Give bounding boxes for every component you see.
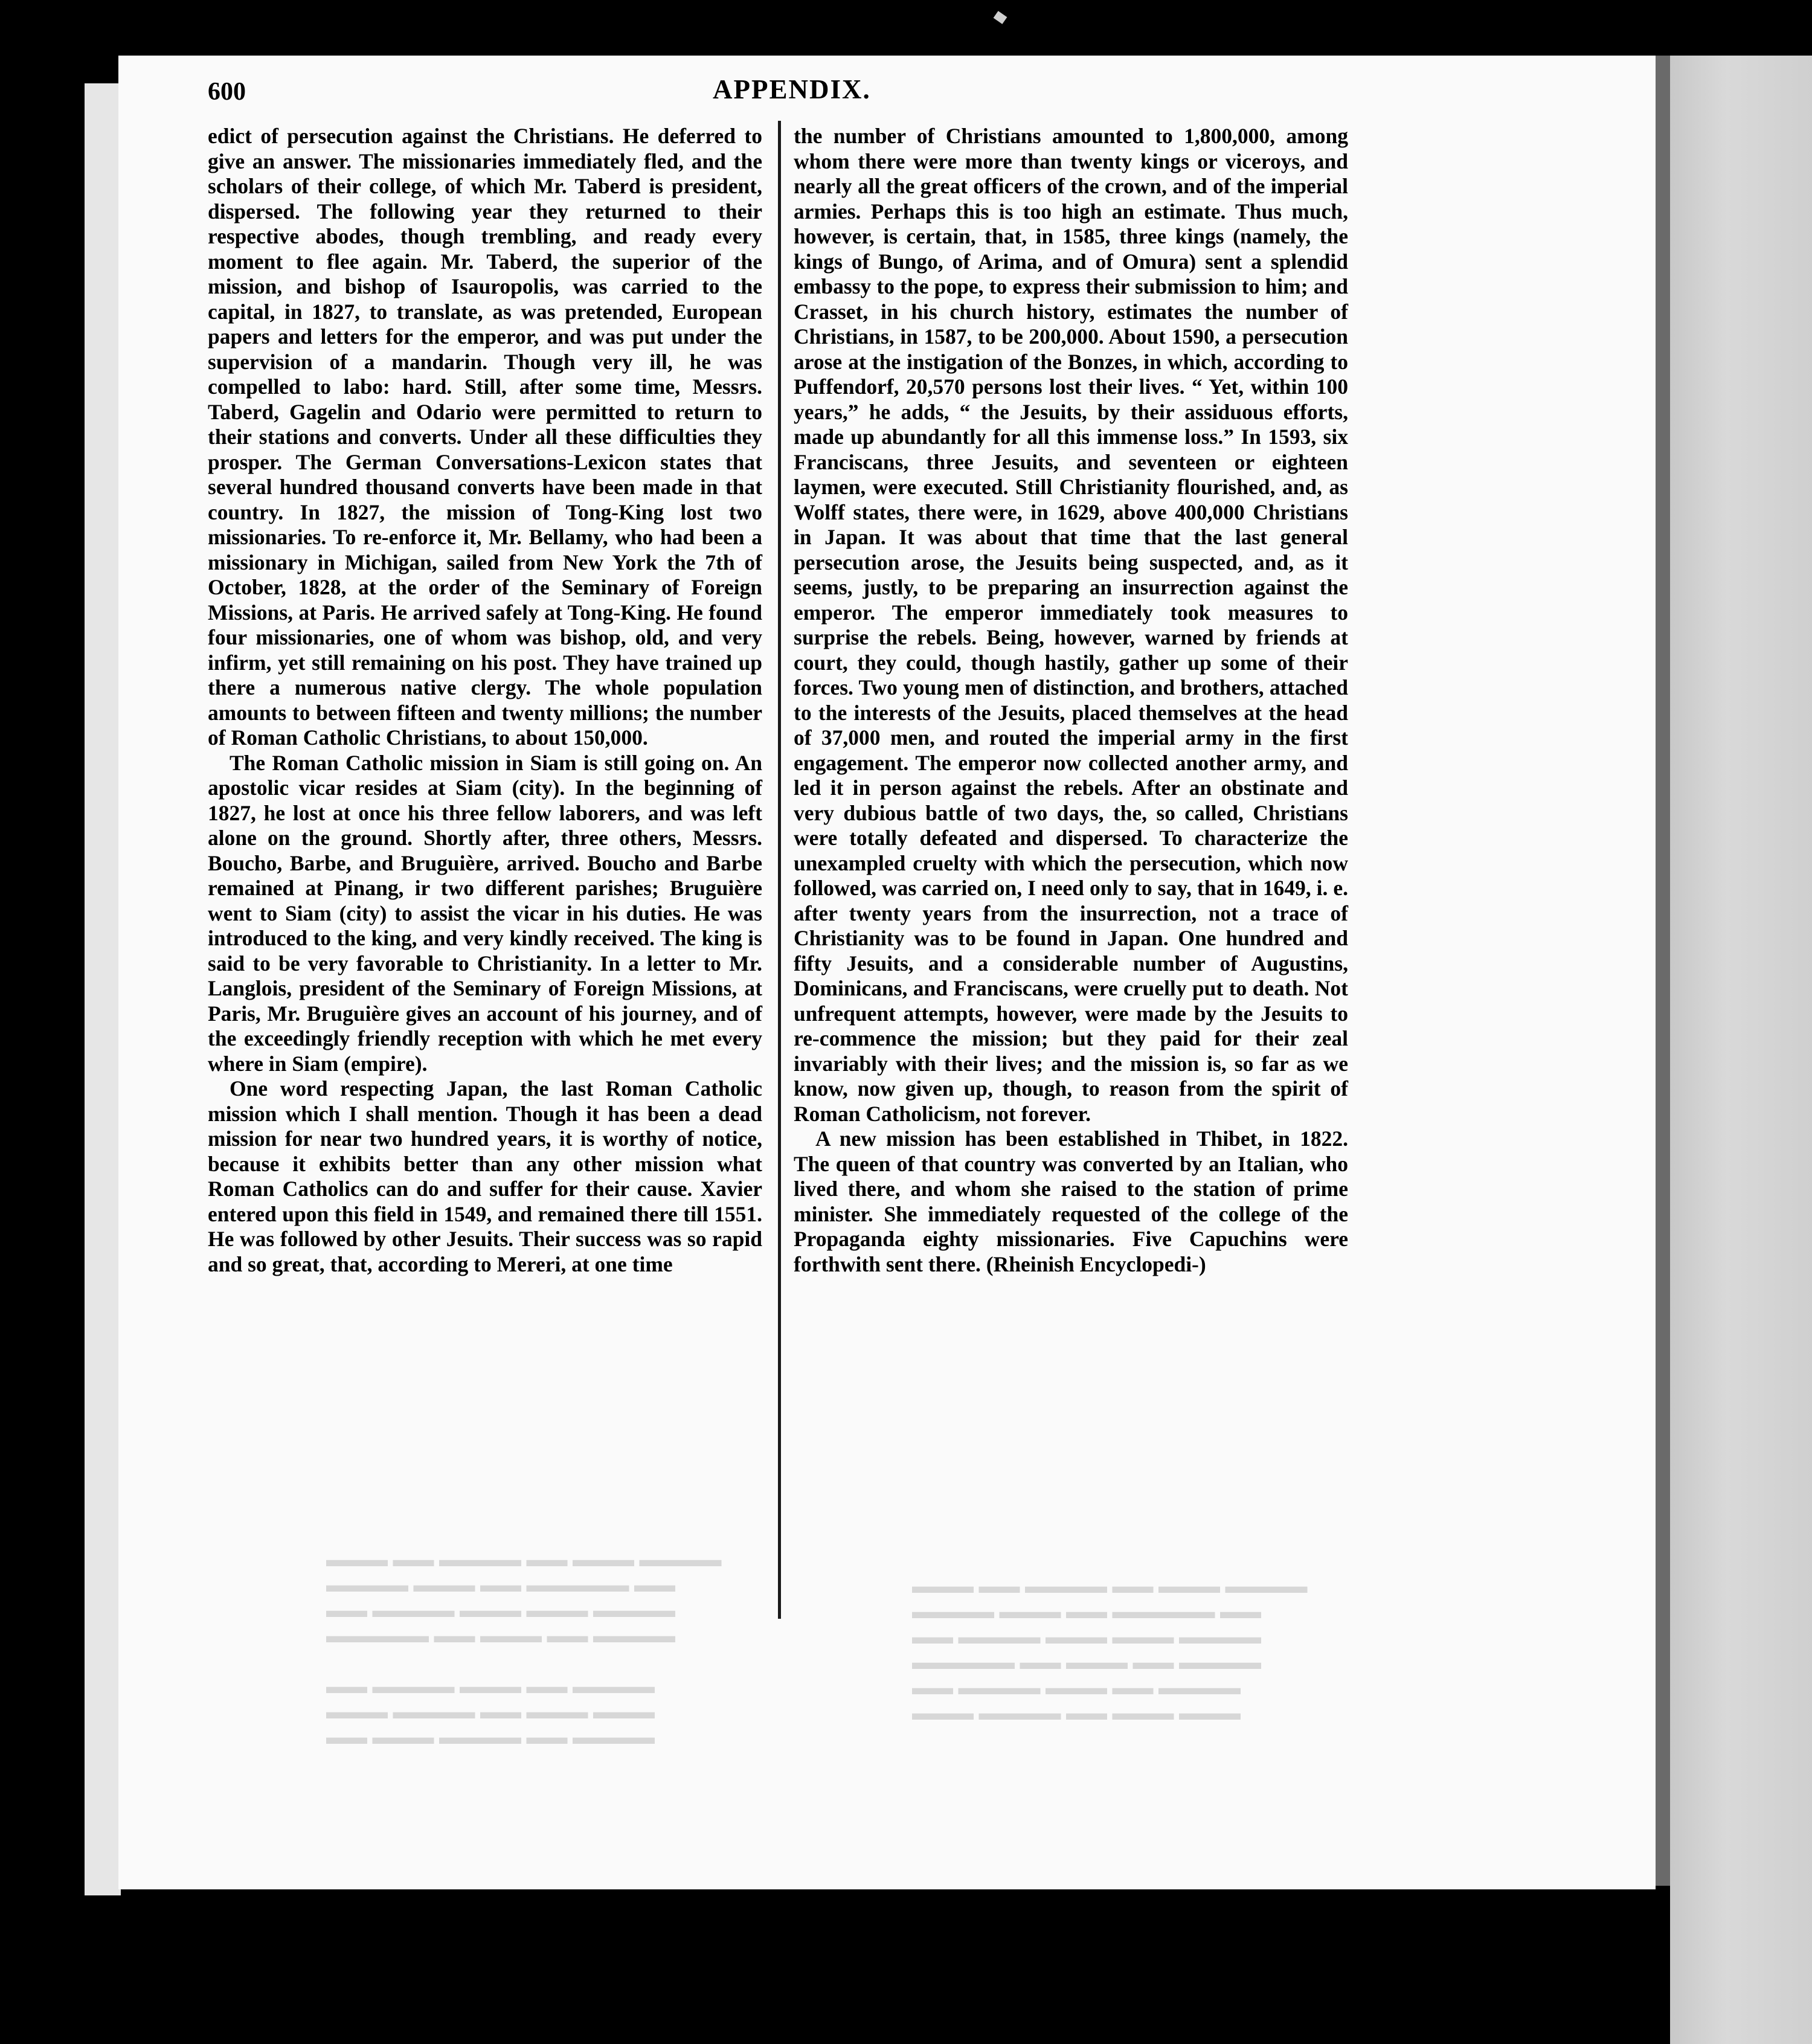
scan-artifact <box>994 11 1007 24</box>
paragraph: The Roman Catholic mission in Siam is still going on. An apostolic vicar resides at Siam (city). In the beginning of 1827, he lost at once his three fellow laborers, and was left alone on the ground. Shortly after, three others, Messrs. Boucho, Barbe, and Bruguière, arrived. Boucho and Barbe remained at Pinang, ir two different parishes; Bruguière went to Siam (city) to assist the vicar in his duties. He was introduced to the king, and very kindly received. The king is said to be very favorable to Christianity. In a letter to Mr. Langlois, president of the Seminary of Foreign Missions, at Paris, Mr. Bruguière gives an account of his journey, and of the exceedingly friendly reception with which he met every where in Siam (empire). <box>208 750 762 1076</box>
page-number: 600 <box>208 78 246 106</box>
show-through-right: ▬▬▬ ▬▬ ▬▬▬▬ ▬▬ ▬▬▬ ▬▬▬▬ ▬▬▬▬ ▬▬▬ ▬▬ ▬▬▬▬▬ ▬▬ ▬▬ ▬▬▬▬ ▬▬▬ ▬▬▬ ▬▬▬▬ ▬▬▬▬▬ ▬▬ ▬▬▬ ▬▬ ▬▬▬▬ ▬▬ ▬▬▬▬ ▬▬▬ ▬▬ ▬▬▬▬ ▬▬▬ ▬▬▬▬ ▬▬ ▬▬▬ ▬▬▬ <box>912 1575 1308 1724</box>
paragraph: edict of persecution against the Christians. He deferred to give an answer. The missionaries immediately fled, and the scholars of their college, of which Mr. Taberd is president, dispersed. The following year they returned to their respective abodes, though trembling, and ready every moment to flee again. Mr. Taberd, the superior of the mission, and bishop of Isauropolis, was carried to the capital, in 1827, to translate, as was pretended, European papers and letters for the emperor, and was put under the supervision of a mandarin. Though very ill, he was compelled to labo: hard. Still, after some time, Messrs. Taberd, Gagelin and Odario were permitted to return to their stations and converts. Under all these difficulties they prosper. The German Conversations-Lexicon states that several hundred thousand converts have been made in that country. In 1827, the mission of Tong-King lost two missionaries. To re-enforce it, Mr. Bellamy, who had been a missionary in Michigan, sailed from New York the 7th of October, 1828, at the order of the Seminary of Foreign Missions, at Paris. He arrived safely at Tong-King. He found four missionaries, one of whom was bishop, old, and very infirm, yet still remaining on his post. They have trained up there a numerous native clergy. The whole population amounts to between fifteen and twenty millions; the number of Roman Catholic Christians, to about 150,000. <box>208 124 762 750</box>
paragraph: One word respecting Japan, the last Roman Catholic mission which I shall mention. Though it has been a dead mission for near two hundred years, it is worthy of notice, because it exhibits better than any other mission what Roman Catholics can do and suffer for their cause. Xavier entered upon this field in 1549, and remained there till 1551. He was followed by other Jesuits. Their success was so rapid and so great, that, according to Mereri, at one time <box>208 1076 762 1276</box>
show-through-left: ▬▬▬ ▬▬ ▬▬▬▬ ▬▬ ▬▬▬ ▬▬▬▬ ▬▬▬▬ ▬▬▬ ▬▬ ▬▬▬▬▬ ▬▬ ▬▬ ▬▬▬▬ ▬▬▬ ▬▬▬ ▬▬▬▬ ▬▬▬▬▬ ▬▬ ▬▬▬ ▬▬ ▬▬▬▬ ▬▬ ▬▬▬▬ ▬▬▬ ▬▬ ▬▬▬▬ ▬▬▬ ▬▬▬▬ ▬▬ ▬▬▬ ▬▬▬ ▬▬ ▬▬▬ ▬▬▬▬ ▬▬ ▬▬▬▬ <box>326 1549 722 1749</box>
running-head: APPENDIX. <box>713 74 871 104</box>
right-text-column <box>794 124 1348 1277</box>
paragraph: A new mission has been established in Thibet, in 1822. The queen of that country was converted by an Italian, who lived there, and whom she raised to the station of prime minister. She immediately requested of the college of the Propaganda eighty missionaries. Five Capuchins were forthwith sent there. (Rheinish Encyclopedi-) <box>794 1126 1348 1276</box>
column-divider-rule <box>778 121 781 1619</box>
next-leaf-edge <box>1670 56 1812 2044</box>
paragraph: the number of Christians amounted to 1,800,000, among whom there were more than twenty kings or viceroys, and nearly all the great officers of the crown, and of the imperial armies. Perhaps this is too high an estimate. Thus much, however, is certain, that, in 1585, three kings (namely, the kings of Bungo, of Arima, and of Omura) sent a splendid embassy to the pope, to express their submission to him; and Crasset, in his church history, estimates the number of Christians, in 1587, to be 200,000. About 1590, a persecution arose at the instigation of the Bonzes, in which, according to Puffendorf, 20,570 persons lost their lives. “ Yet, within 100 years,” he adds, “ the Jesuits, by their assiduous efforts, made up abundantly for all this immense loss.” In 1593, six Franciscans, three Jesuits, and seventeen or eighteen laymen, were executed. Still Christianity flourished, and, as Wolff states, there were, in 1629, above 400,000 Christians in Japan. It was about that time that the last general persecution arose, the Jesuits being suspected, and, as it seems, justly, to be preparing an insurrection against the emperor. The emperor immediately took measures to surprise the rebels. Being, however, warned by friends at court, they could, though hastily, gather up some of their forces. Two young men of distinction, and brothers, attached to the interests of the Jesuits, placed themselves at the head of 37,000 men, and routed the imperial army in the first engagement. The emperor now collected another army, and led it in person against the rebels. After an obstinate and very dubious battle of two days, the, so called, Christians were totally defeated and dispersed. To characterize the unexampled cruelty with which the persecution, which now followed, was carried on, I need only to say, that in 1649, i. e. after twenty years from the insurrection, not a trace of Christianity was to be found in Japan. One hundred and fifty Jesuits, and a considerable number of Augustins, Dominicans, and Franciscans, were cruelly put to death. Not unfrequent attempts, however, were made by the Jesuits to re-commence the mission; but they paid for their zeal invariably with their lives; and the mission is, so far as we know, now given up, though, to reason from the spirit of Roman Catholicism, not forever. <box>794 124 1348 1126</box>
left-text-column <box>208 124 762 1277</box>
left-page-edge <box>85 83 121 1895</box>
